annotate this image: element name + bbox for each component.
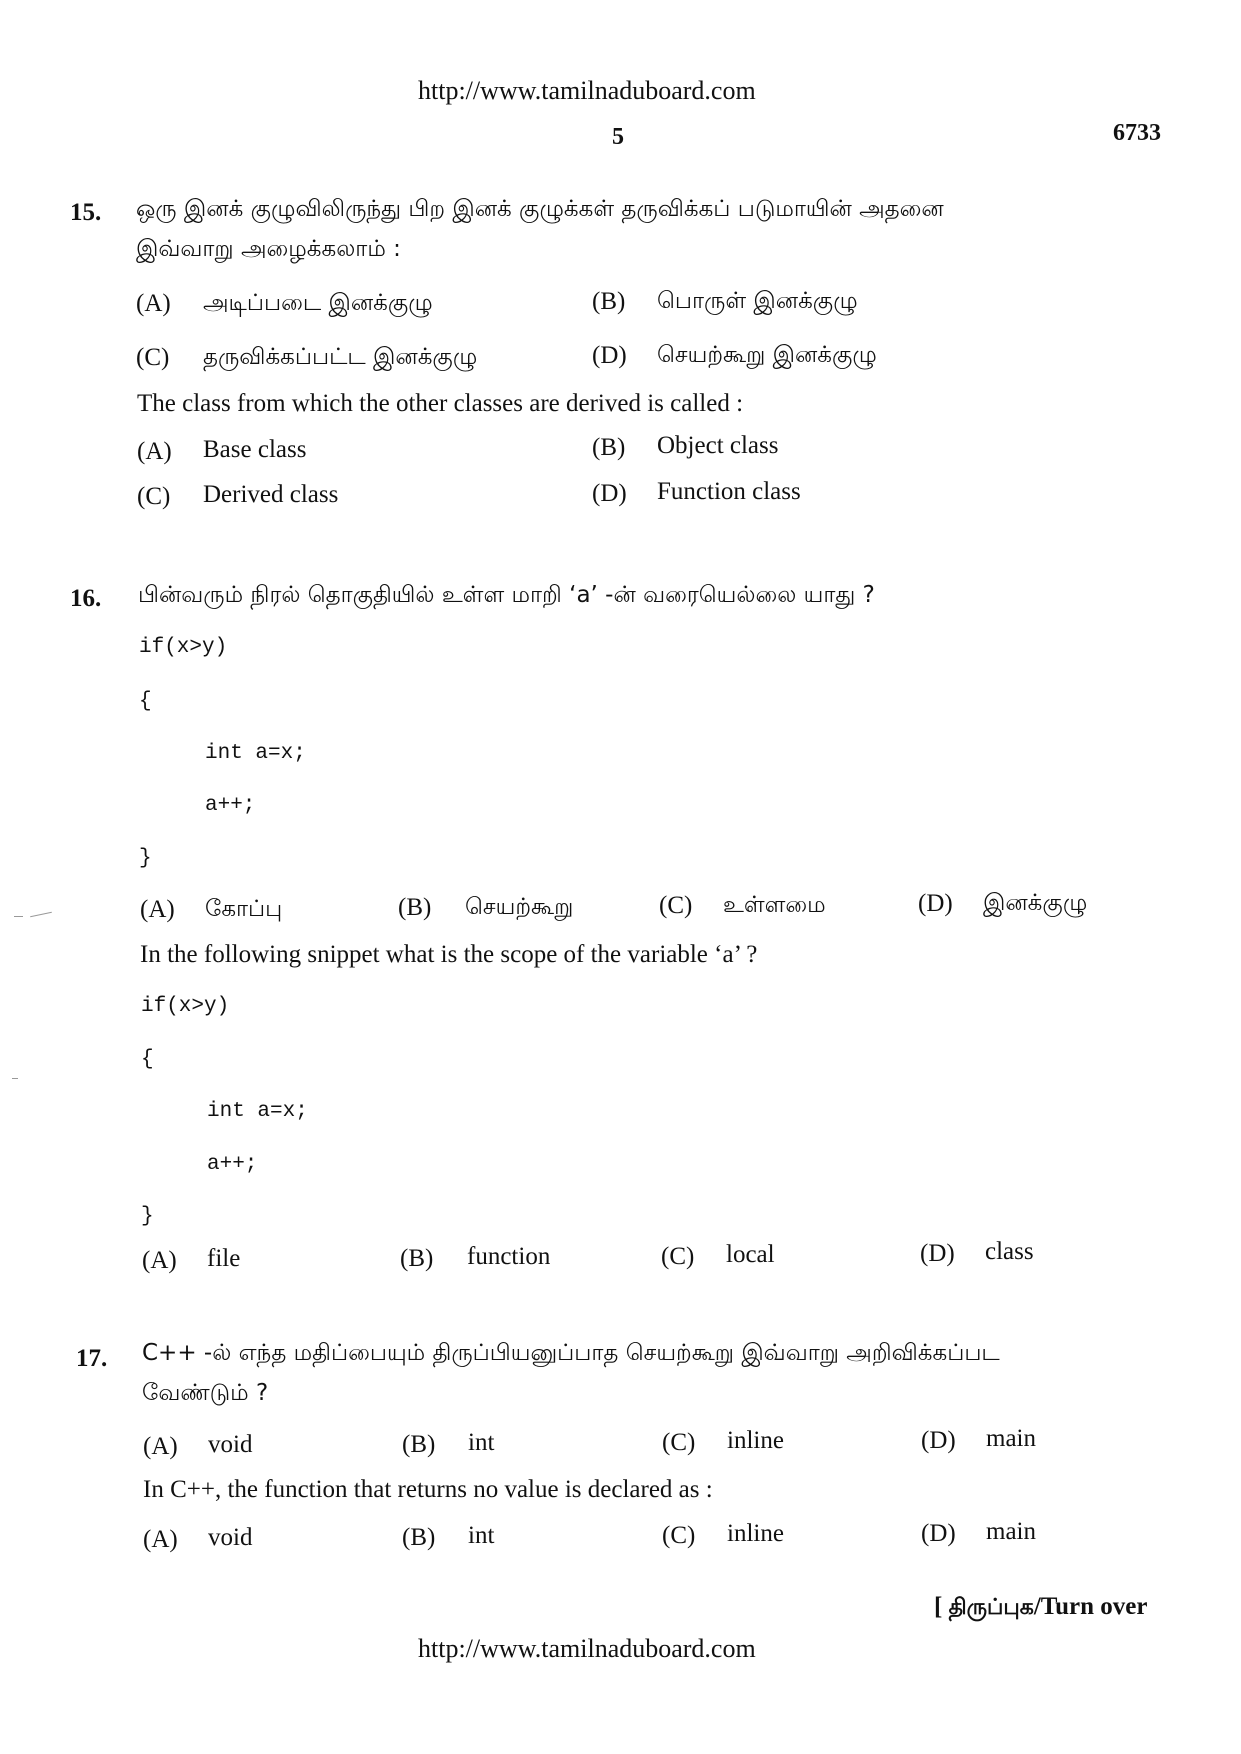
question-text-tamil: பின்வரும் நிரல் தொகுதியில் உள்ள மாறி ‘a’ -ன் வரையெல்லை யாது ?	[138, 582, 875, 608]
option-d-text: செயற்கூறு இனக்குழு	[657, 342, 877, 368]
footer-url: http://www.tamilnaduboard.com	[418, 1634, 756, 1663]
option-a-label: (A)	[136, 290, 171, 317]
option-d-text: இனக்குழு	[983, 890, 1088, 916]
code-line: if(x>y)	[141, 995, 230, 1018]
scan-mark	[12, 1078, 18, 1079]
page-number: 5	[612, 124, 624, 150]
option-b-text: பொருள் இனக்குழு	[657, 288, 858, 314]
option-b-label: (B)	[592, 288, 626, 315]
option-b-label: (B)	[402, 1431, 436, 1458]
code-line: int a=x;	[207, 1100, 308, 1123]
option-b-text: int	[468, 1429, 495, 1456]
option-a-label: (A)	[140, 896, 175, 923]
option-d-text: class	[985, 1238, 1034, 1265]
option-d-label: (D)	[918, 890, 953, 917]
option-c-label: (C)	[137, 483, 171, 510]
option-b-label: (B)	[398, 894, 432, 921]
option-b-text: function	[467, 1243, 551, 1270]
question-number: 15.	[70, 199, 102, 226]
turn-over-english: /Turn over	[1033, 1593, 1148, 1620]
option-c-label: (C)	[662, 1522, 696, 1549]
option-c-label: (C)	[661, 1243, 695, 1270]
option-c-text: inline	[727, 1427, 784, 1454]
option-d-text: main	[986, 1425, 1036, 1452]
question-number: 17.	[76, 1345, 108, 1372]
option-c-text: inline	[727, 1520, 784, 1547]
option-b-label: (B)	[592, 434, 626, 461]
question-text-english: In C++, the function that returns no value is declared as :	[143, 1476, 713, 1503]
option-d-text: Function class	[657, 478, 801, 505]
option-a-text: file	[207, 1245, 241, 1272]
option-a-label: (A)	[142, 1247, 177, 1274]
scan-mark	[30, 912, 52, 918]
option-d-text: main	[986, 1518, 1036, 1545]
option-b-text: int	[468, 1522, 495, 1549]
code-line: {	[139, 690, 152, 713]
option-b-text: செயற்கூறு	[465, 894, 574, 920]
option-c-text: local	[726, 1241, 775, 1268]
option-a-label: (A)	[143, 1526, 178, 1553]
code-line: {	[141, 1048, 154, 1071]
question-text-tamil-cont: இவ்வாறு அழைக்கலாம் :	[136, 236, 401, 262]
code-line: a++;	[205, 794, 256, 817]
option-a-text: அடிப்படை இனக்குழு	[203, 290, 433, 316]
option-b-label: (B)	[402, 1524, 436, 1551]
option-d-label: (D)	[592, 342, 627, 369]
option-d-label: (D)	[921, 1427, 956, 1454]
turn-over-note	[934, 1593, 1147, 1623]
option-c-text: Derived class	[203, 481, 339, 508]
code-line: }	[141, 1205, 154, 1228]
option-c-label: (C)	[659, 892, 693, 919]
code-line: if(x>y)	[139, 636, 228, 659]
option-a-text: void	[208, 1524, 253, 1551]
option-c-text: உள்ளமை	[723, 892, 826, 918]
turn-over-tamil: திருப்புக	[948, 1595, 1034, 1620]
question-text-tamil: C++ -ல் எந்த மதிப்பையும் திருப்பியனுப்பாத செயற்கூறு இவ்வாறு அறிவிக்கப்பட	[142, 1340, 1000, 1366]
question-text-english: The class from which the other classes are derived is called :	[137, 390, 744, 417]
option-d-label: (D)	[921, 1520, 956, 1547]
option-c-text: தருவிக்கப்பட்ட இனக்குழு	[203, 344, 478, 370]
code-line: }	[139, 847, 152, 870]
option-b-text: Object class	[657, 432, 779, 459]
paper-code: 6733	[1113, 120, 1161, 146]
turn-over-bracket: [	[934, 1593, 943, 1620]
code-line: int a=x;	[205, 742, 306, 765]
scan-mark	[14, 916, 23, 917]
option-a-label: (A)	[137, 438, 172, 465]
question-number: 16.	[70, 585, 102, 612]
question-text-english: In the following snippet what is the scope of the variable ‘a’ ?	[140, 941, 758, 968]
option-d-label: (D)	[592, 480, 627, 507]
option-d-label: (D)	[920, 1240, 955, 1267]
header-url: http://www.tamilnaduboard.com	[418, 76, 756, 105]
option-c-label: (C)	[136, 344, 170, 371]
question-text-tamil: ஒரு இனக் குழுவிலிருந்து பிற இனக் குழுக்கள் தருவிக்கப் படுமாயின் அதனை	[136, 196, 944, 222]
option-a-text: கோப்பு	[205, 896, 283, 922]
option-c-label: (C)	[662, 1429, 696, 1456]
code-line: a++;	[207, 1153, 258, 1176]
option-a-text: Base class	[203, 436, 307, 463]
option-b-label: (B)	[400, 1245, 434, 1272]
question-text-tamil-cont: வேண்டும் ?	[142, 1380, 269, 1406]
option-a-label: (A)	[143, 1433, 178, 1460]
option-a-text: void	[208, 1431, 253, 1458]
